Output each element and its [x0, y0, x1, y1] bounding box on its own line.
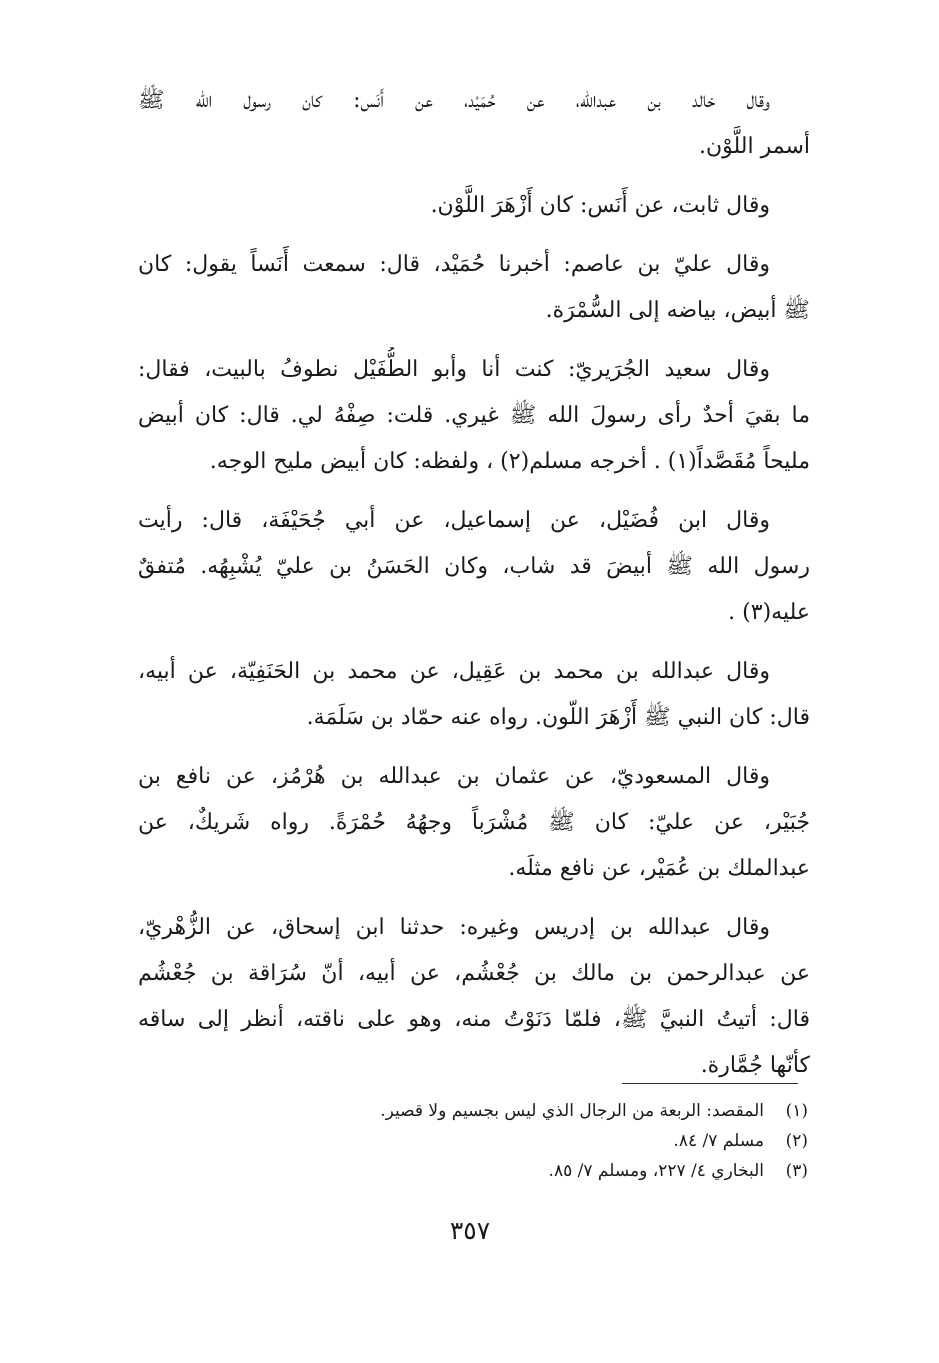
text-line: رسول الله ﷺ أبيضَ قد شاب، وكان الحَسَنُ بن عليّ يُشْبِهُه. مُتفقٌ	[138, 554, 810, 579]
text-line: وقال عبدالله بن محمد بن عَقِيل، عن محمد بن الحَنَفِيّة، عن أبيه،	[138, 659, 770, 684]
paragraph-3	[138, 242, 810, 334]
text-line: وقال عليّ بن عاصم: أخبرنا حُمَيْد، قال: سمعت أَنَساً يقول: كان	[138, 252, 770, 277]
paragraph-4	[138, 347, 810, 485]
text-line: وقال ابن فُضَيْل، عن إسماعيل، عن أبي جُحَيْفَة، قال: رأيت	[138, 508, 770, 533]
footnote-number: (٢)	[785, 1131, 808, 1151]
text-line: عليه(٣) .	[728, 600, 810, 625]
footnote-divider	[622, 1083, 798, 1084]
paragraph-2	[138, 183, 810, 229]
text-line: أسمر اللَّوْن.	[698, 134, 810, 159]
footnote-2	[300, 1126, 808, 1156]
footnote-1	[300, 1096, 808, 1126]
text-line: كأنّها جُمَّارة.	[700, 1053, 810, 1078]
paragraph-6	[138, 649, 810, 741]
text-line: عن عبدالرحمن بن مالك بن جُعْشُم، عن أبيه، أنّ سُرَاقة بن جُعْشُم	[138, 961, 810, 986]
footnotes	[300, 1096, 808, 1186]
footnote-text: المقصد: الربعة من الرجال الذي ليس بجسيم ولا قصير.	[380, 1101, 764, 1121]
paragraph-8	[138, 905, 810, 1089]
text-line: وقال سعيد الجُرَيريّ: كنت أنا وأبو الطُّفَيْل نطوفُ بالبيت، فقال:	[138, 357, 770, 382]
text-line: وقال خالد بن عبدالله، عن حُمَيْد، عن أَنَس: كان رسول الله ﷺ	[138, 88, 770, 113]
footnote-3	[300, 1156, 808, 1186]
text-line: مليحاً مُقَصَّداً(١) . أخرجه مسلم(٢) ، ولفظه: كان أبيض مليح الوجه.	[209, 449, 810, 474]
paragraph-7	[138, 754, 810, 892]
text-line: وقال المسعوديّ، عن عثمان بن عبدالله بن هُرْمُز، عن نافع بن	[138, 764, 770, 789]
text-line: عبدالملك بن عُمَيْر، عن نافع مثلَه.	[508, 856, 810, 881]
paragraph-1	[138, 78, 810, 170]
text-line: جُبَيْر، عن عليّ: كان ﷺ مُشْرَباً وجهُهُ حُمْرَةً. رواه شَريكٌ، عن	[138, 810, 810, 835]
main-text	[138, 78, 810, 1102]
text-line: وقال ثابت، عن أَنَس: كان أَزْهَرَ اللَّوْن.	[430, 193, 770, 218]
text-line: ﷺ أبيض، بياضه إلى السُّمْرَة.	[545, 298, 810, 323]
paragraph-5	[138, 498, 810, 636]
footnote-number: (١)	[785, 1101, 808, 1121]
footnote-text: مسلم ٧/ ٨٤.	[673, 1131, 764, 1151]
text-line: وقال عبدالله بن إدريس وغيره: حدثنا ابن إسحاق، عن الزُّهْريّ،	[138, 915, 770, 940]
text-line: ما بقيَ أحدٌ رأى رسولَ الله ﷺ غيري. قلت: صِفْهُ لي. قال: كان أبيض	[138, 403, 810, 428]
footnote-number: (٣)	[785, 1161, 808, 1181]
text-line: قال: أتيتُ النبيَّ ﷺ، فلمّا دَنَوْتُ منه، وهو على ناقته، أنظر إلى ساقه	[138, 1007, 810, 1032]
text-line: قال: كان النبي ﷺ أَزْهَرَ اللّون. رواه عنه حمّاد بن سَلَمَة.	[306, 705, 810, 730]
footnote-text: البخاري ٤/ ٢٢٧، ومسلم ٧/ ٨٥.	[548, 1161, 764, 1181]
page-number: ٣٥٧	[449, 1216, 491, 1245]
